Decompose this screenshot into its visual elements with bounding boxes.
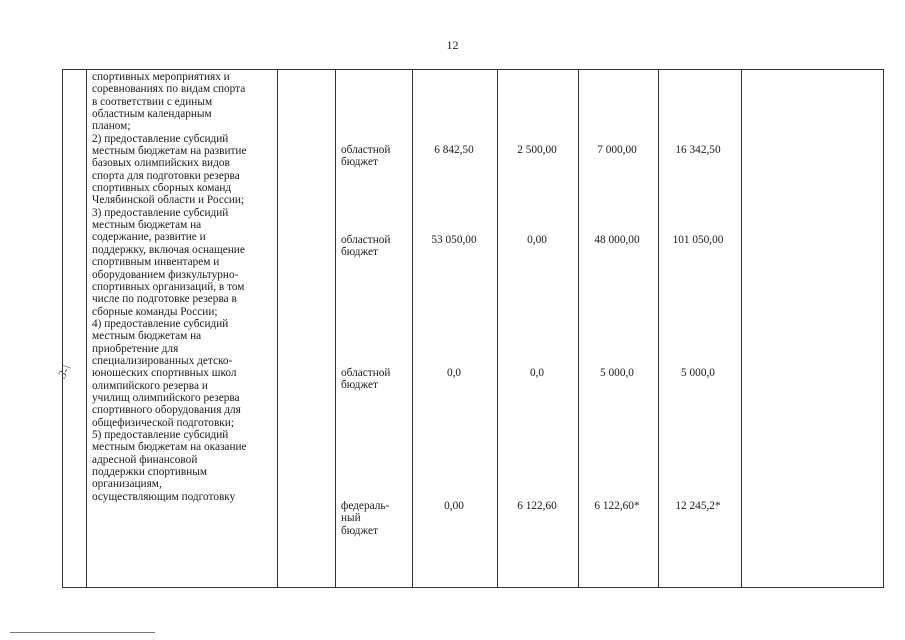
amount-cell-year-1: 0,0 [446, 367, 462, 379]
funding-source-line: бюджет [341, 524, 378, 537]
amount-cell-year-2: 0,00 [527, 234, 547, 246]
amount-cell-total: 101 050,00 [672, 234, 724, 246]
description-line: соревнованиях по видам спорта [92, 83, 246, 96]
description-line: спортивных организаций, в том [92, 280, 245, 293]
description-line: приобретение для [92, 342, 179, 355]
column-divider [578, 69, 579, 588]
column-divider [277, 69, 278, 588]
footnote-rule [10, 632, 155, 633]
amount-cell-year-2: 6 122,60 [517, 500, 557, 512]
amount-cell-year-2: 2 500,00 [517, 144, 557, 156]
amount-cell-year-3: 48 000,00 [594, 234, 640, 246]
funding-source-cell: областной бюджет [341, 144, 391, 169]
amount-cell-total: 5 000,0 [681, 367, 715, 379]
description-line: организациям, [92, 478, 162, 491]
description-line: 5) предоставление субсидий [92, 428, 229, 441]
funding-source-cell: областной бюджет [341, 367, 391, 392]
description-line: областным календарным [92, 108, 212, 121]
description-line: местным бюджетам на развитие [92, 145, 247, 158]
funding-source-cell [341, 500, 411, 537]
description-line: в соответствии с единым [92, 95, 213, 108]
column-divider [86, 69, 87, 588]
description-line: сборные команды России; [92, 305, 218, 318]
description-line: планом; [92, 120, 131, 133]
description-line: общефизической подготовки; [92, 416, 234, 429]
description-line: 3) предоставление субсидий [92, 206, 229, 219]
column-divider [658, 69, 659, 588]
amount-cell-year-3: 7 000,00 [597, 144, 637, 156]
description-line: училищ олимпийского резерва [92, 391, 240, 404]
measures-description-cell [92, 71, 274, 503]
amount-cell-year-1: 53 050,00 [431, 234, 477, 246]
description-line: местным бюджетам на [92, 330, 202, 343]
description-line: специализированных детско- [92, 354, 233, 367]
description-line: спортивных мероприятиях и [92, 71, 230, 83]
funding-source-line: ный [341, 512, 361, 525]
handwritten-margin-mark: 3-\ [54, 361, 74, 381]
description-line: числе по подготовке резерва в [92, 293, 237, 306]
description-line: поддержку, включая оснащение [92, 243, 245, 256]
description-line: осуществляющим подготовку [92, 490, 236, 503]
description-line: содержание, развитие и [92, 231, 206, 244]
page-number: 12 [446, 38, 459, 52]
description-line: 4) предоставление субсидий [92, 317, 229, 330]
description-line: спортивным инвентарем и [92, 256, 220, 269]
amount-cell-year-1: 6 842,50 [434, 144, 474, 156]
description-line: спорта для подготовки резерва [92, 169, 240, 182]
amount-cell-year-3: 5 000,0 [600, 367, 634, 379]
amount-cell-total: 12 245,2* [675, 500, 721, 512]
funding-source-cell: областной бюджет [341, 234, 391, 259]
description-line: местным бюджетам на [92, 219, 202, 232]
amount-cell-year-2: 0,0 [529, 367, 545, 379]
column-divider [412, 69, 413, 588]
description-line: юношеских спортивных школ [92, 367, 237, 380]
amount-cell-year-3: 6 122,60* [594, 500, 640, 512]
column-divider [741, 69, 742, 588]
column-divider [335, 69, 336, 588]
amount-cell-year-1: 0,00 [444, 500, 464, 512]
description-line: 2) предоставление субсидий [92, 132, 229, 145]
funding-source-line: федераль- [341, 500, 390, 512]
description-line: олимпийского резерва и [92, 379, 208, 392]
column-divider [497, 69, 498, 588]
description-line: Челябинской области и России; [92, 194, 245, 207]
description-line: местным бюджетам на оказание [92, 441, 247, 454]
amount-cell-total: 16 342,50 [675, 144, 721, 156]
description-line: оборудованием физкультурно- [92, 268, 239, 281]
description-line: адресной финансовой [92, 453, 198, 466]
description-line: спортивных сборных команд [92, 182, 232, 195]
description-line: поддержки спортивным [92, 466, 207, 478]
description-line: базовых олимпийских видов [92, 157, 230, 170]
description-line: спортивного оборудования для [92, 404, 241, 417]
